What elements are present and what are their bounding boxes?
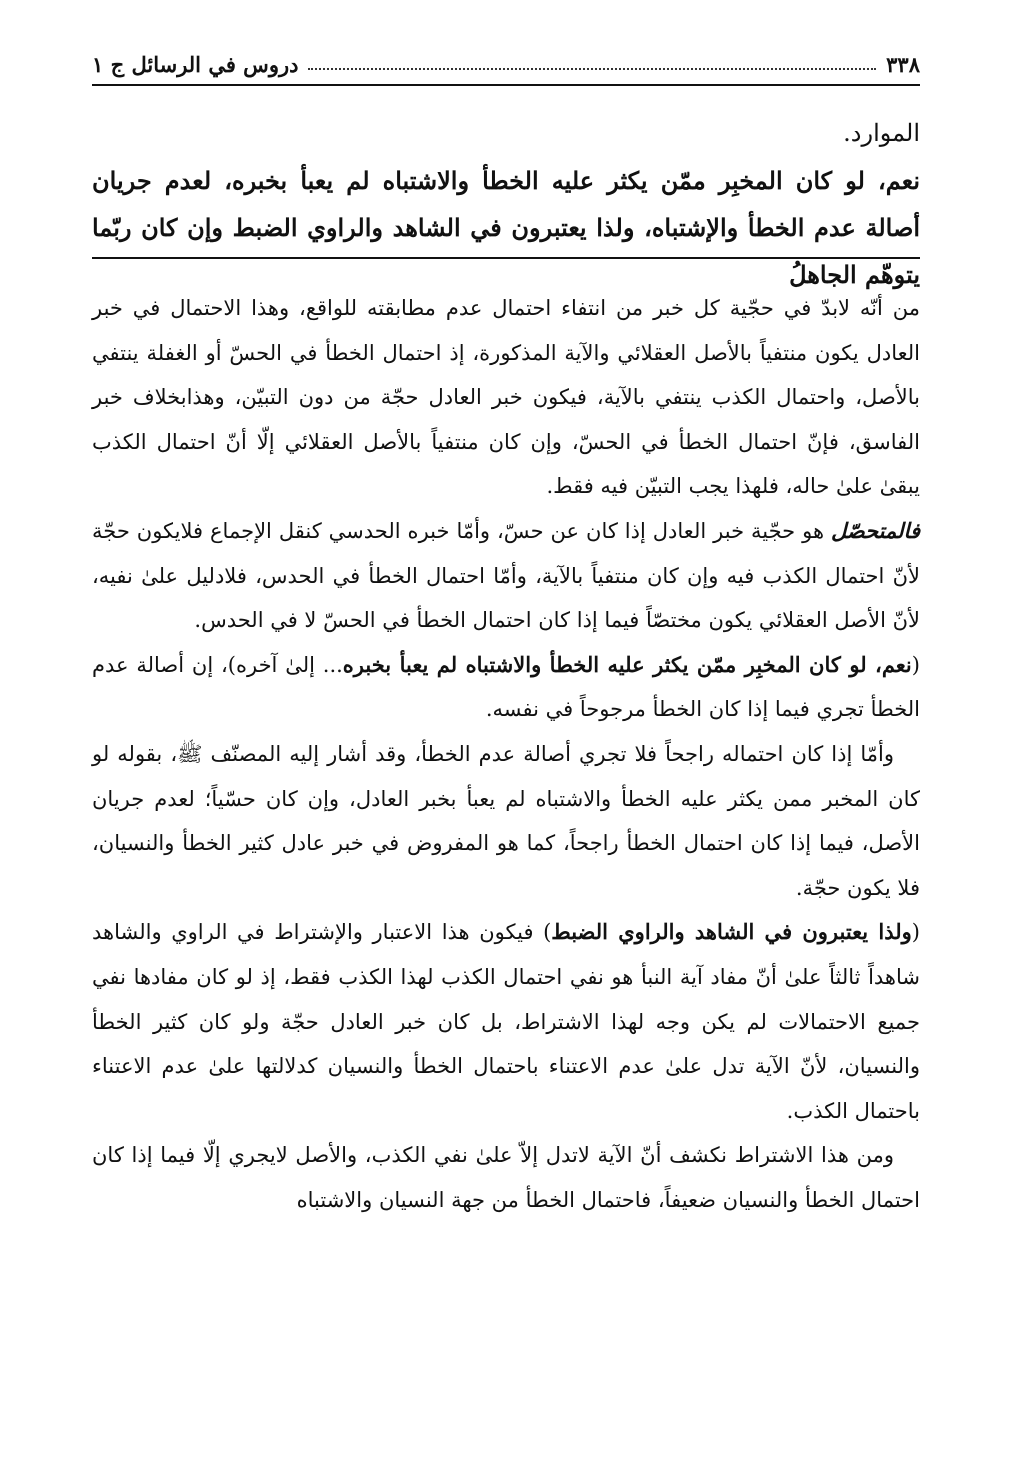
matn-text: [92, 110, 920, 298]
quoted-matn: ولذا يعتبرون في الشاهد والراوي الضبط: [551, 919, 912, 945]
emphasis-term: فالمتحصّل: [831, 517, 920, 543]
header-leader-dots: [308, 58, 876, 70]
matn-line-continuation: الموارد.: [843, 119, 920, 147]
paragraph-5: [92, 910, 920, 1133]
paragraph-3-text: ... إلىٰ آخره)، إن أصالة عدم الخطأ تجري فيما إذا كان الخطأ مرجوحاً في نفسه.: [92, 652, 920, 722]
paragraph-1: من أنّه لابدّ في حجّية كل خبر من انتفاء احتمال عدم مطابقته للواقع، وهذا الاحتمال في خبر العادل يكون منتفياً بالأصل العقلائي والآية المذكورة، إذ احتمال الخطأ في الحسّ أو الغفلة ينتفي بالأصل، واحتمال الكذب ينتفي بالآية، فيكون خبر العادل حجّة من دون التبيّن، وهذابخلاف خبر الفاسق، فإنّ احتمال الخطأ في الحسّ، وإن كان منتفياً بالأصل العقلائي إلّا أنّ احتمال الكذب يبقىٰ علىٰ حاله، فلهذا يجب التبيّن فيه فقط.: [92, 296, 920, 499]
quoted-matn: نعم، لو كان المخبِر ممّن يكثر عليه الخطأ والاشتباه لم يعبأ بخبره: [342, 651, 912, 677]
commentary-body: [92, 286, 920, 1222]
paragraph-4: وأمّا إذا كان احتماله راجحاً فلا تجري أصالة عدم الخطأ، وقد أشار إليه المصنّف ﷺ، بقوله لو كان المخبر ممن يكثر عليه الخطأ والاشتباه لم يعبأ بخبر العادل، وإن كان حسّياً؛ لعدم جريان الأصل، فيما إذا كان احتمال الخطأ راجحاً، كما هو المفروض في خبر عادل كثير الخطأ والنسيان، فلا يكون حجّة.: [92, 741, 920, 900]
paragraph-6: ومن هذا الاشتراط نكشف أنّ الآية لاتدل إلاّ علىٰ نفي الكذب، والأصل لايجري إلّا فيما إذا كان احتمال الخطأ والنسيان ضعيفاً، فاحتمال الخطأ من جهة النسيان والاشتباه: [92, 1143, 920, 1212]
paragraph-2: [92, 509, 920, 643]
open-paren: (: [911, 652, 920, 677]
matn-bold-passage: نعم، لو كان المخبِر ممّن يكثر عليه الخطأ والاشتباه لم يعبأ بخبره، لعدم جريان أصالة عدم الخطأ والإشتباه، ولذا يعتبرون في الشاهد والراوي الضبط وإن كان ربّما يتوهّم الجاهلُ: [92, 166, 920, 289]
page-number: ٣٣٨: [886, 51, 920, 77]
paragraph-2-text: هو حجّية خبر العادل إذا كان عن حسّ، وأمّا خبره الحدسي كنقل الإجماع فلايكون حجّة لأنّ احتمال الكذب فيه وإن كان منتفياً بالآية، وأمّا احتمال الخطأ في الحدس، فلادليل علىٰ نفيه، لأنّ الأصل العقلائي يكون مختصّاً فيما إذا كان احتمال الخطأ في الحسّ لا في الحدس.: [92, 518, 920, 633]
page-header: [92, 44, 920, 86]
running-title: دروس في الرسائل ج ١: [92, 51, 299, 77]
matn-separator: [92, 257, 920, 259]
open-paren: (: [911, 920, 920, 945]
paragraph-5-text: ) فيكون هذا الاعتبار والإشتراط في الراوي والشاهد شاهداً ثالثاً علىٰ أنّ مفاد آية النبأ هو نفي احتمال الكذب لهذا الكذب فقط، إذ لو كان مفادها نفي جميع الاحتمالات لم يكن وجه لهذا الاشتراط، بل كان خبر العادل حجّة ولو كان كثير الخطأ والنسيان، لأنّ الآية تدل علىٰ عدم الاعتناء باحتمال الخطأ والنسيان كدلالتها علىٰ عدم الاعتناء باحتمال الكذب.: [92, 920, 920, 1123]
paragraph-3: [92, 643, 920, 732]
